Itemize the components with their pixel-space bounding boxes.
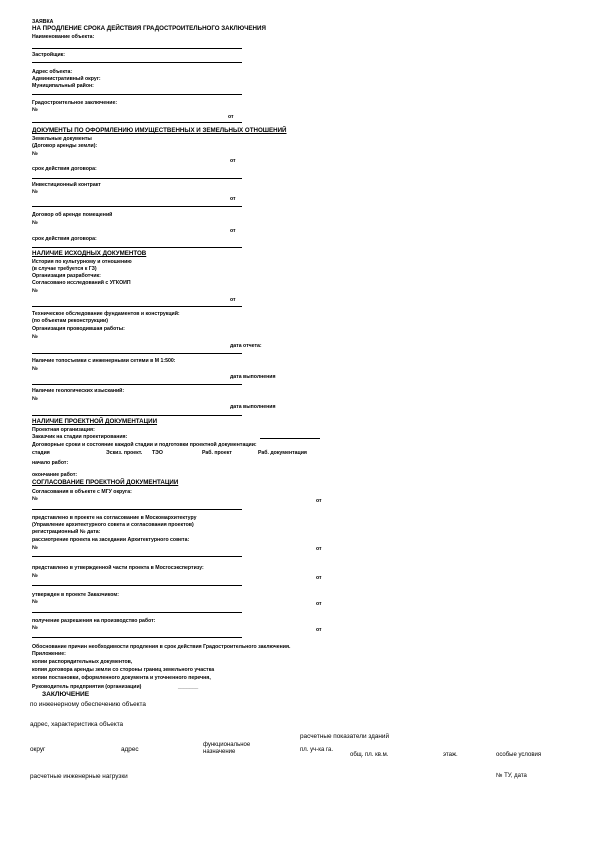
customer-approval-date-label: от bbox=[316, 601, 322, 607]
tech-line bbox=[32, 353, 242, 354]
signature-line: _______ bbox=[178, 684, 199, 690]
district-label: Административный округ: bbox=[32, 76, 101, 82]
start-label: начало работ: bbox=[32, 460, 69, 466]
submitted-label: представлено в проекте на согласование в Москомархитектуру bbox=[32, 515, 197, 521]
signature-label: Руководитель предприятия (организации) bbox=[32, 684, 142, 690]
permit-number-label: № bbox=[32, 625, 38, 631]
premises-number-label: № bbox=[32, 220, 38, 226]
sketch-col: Эскиз. проект. bbox=[106, 450, 143, 456]
tzo-col: ТЭО bbox=[152, 450, 163, 456]
developer-label: Застройщик: bbox=[32, 52, 65, 58]
conclusion-number-label: № bbox=[32, 107, 38, 113]
lease-date-label: от bbox=[230, 158, 236, 164]
stage-col: стадия bbox=[32, 450, 50, 456]
col-plot: пл. уч-ка га. bbox=[300, 747, 334, 753]
reg-label: регистрационный № дата: bbox=[32, 529, 101, 535]
tu-label: № ТУ, дата bbox=[496, 773, 527, 779]
geodetic-label: Наличие топосъемки с инженерными сетями в М 1:500: bbox=[32, 358, 176, 364]
reviewed-number-label: № bbox=[32, 545, 38, 551]
geodetic-number-label: № bbox=[32, 366, 38, 372]
agreed-label: Согласовано исследований с УГКОИП bbox=[32, 280, 131, 286]
contract-label: Договорные сроки и состояние каждой стадии и подготовки проектной документации: bbox=[32, 442, 257, 448]
investment-number-label: № bbox=[32, 189, 38, 195]
engineering-heading: ЗАКЛЮЧЕНИЕ bbox=[42, 691, 90, 698]
lease-label: (Договор аренды земли): bbox=[32, 143, 98, 149]
geology-date-label: дата выполнения bbox=[230, 404, 276, 410]
premises-line bbox=[32, 247, 242, 248]
attachment-item-1: копии распорядительных документов, bbox=[32, 659, 133, 665]
investment-line bbox=[32, 206, 242, 207]
investment-date-label: от bbox=[230, 196, 236, 202]
approved-part-label: представлено в утвержденной части проекта в Мосгосэкспертизу: bbox=[32, 565, 204, 571]
mgu-number-label: № bbox=[32, 496, 38, 502]
address-label: Адрес объекта: bbox=[32, 69, 73, 75]
designer-label: Проектная организация: bbox=[32, 427, 95, 433]
submitted-note: (Управление архитектурного совета и согласования проектов) bbox=[32, 522, 194, 528]
reviewed-label: рассмотрение проекта на заседании Архитектурного совета: bbox=[32, 537, 190, 543]
customer-label: Заказчик на стадии проектирования: bbox=[32, 434, 128, 440]
attachment-item-3: копии постановки, оформленного документа и уточненного перечня, bbox=[32, 675, 211, 681]
address-char-label: адрес, характеристика объекта bbox=[30, 721, 124, 728]
approved-part-number-label: № bbox=[32, 573, 38, 579]
tech-survey-note: (по объектам реконструкции) bbox=[32, 318, 108, 324]
conclusion-line bbox=[32, 122, 242, 123]
tech-org-label: Организация проводившая работы: bbox=[32, 326, 125, 332]
customer-approval-line bbox=[32, 612, 242, 613]
permit-label: получение разрешения на производство работ: bbox=[32, 618, 156, 624]
permit-line bbox=[32, 637, 242, 638]
reviewed-line bbox=[32, 556, 242, 557]
municipal-label: Муниципальный район: bbox=[32, 83, 94, 89]
col-function: функциональное назначение bbox=[203, 742, 251, 755]
mgu-line bbox=[32, 509, 242, 510]
agreed-number-label: № bbox=[32, 288, 38, 294]
land-docs-label: Земельные документы bbox=[32, 136, 92, 142]
project-docs-heading: НАЛИЧИЕ ПРОЕКТНОЙ ДОКУМЕНТАЦИИ bbox=[32, 418, 158, 425]
conclusion-date-label: от bbox=[228, 114, 234, 120]
object-name-label: Наименование объекта: bbox=[32, 34, 95, 40]
customer-line bbox=[260, 438, 320, 439]
engineering-subheading: по инженерному обеспечению объекта bbox=[30, 701, 146, 708]
approval-heading: СОГЛАСОВАНИЕ ПРОЕКТНОЙ ДОКУМЕНТАЦИИ bbox=[32, 479, 179, 486]
end-label: окончание работ: bbox=[32, 472, 78, 478]
premises-date-label: от bbox=[230, 228, 236, 234]
col-special: особые условия bbox=[496, 752, 542, 758]
source-docs-heading: НАЛИЧИЕ ИСХОДНЫХ ДОКУМЕНТОВ bbox=[32, 250, 147, 257]
workproj-col: Раб. проект bbox=[202, 450, 232, 456]
document-title: ЗАЯВКА bbox=[32, 19, 54, 25]
lease-line bbox=[32, 178, 242, 179]
loads-label: расчетные инженерные нагрузки bbox=[30, 773, 128, 780]
col-address: адрес bbox=[121, 746, 139, 753]
tech-survey-label: Техническое обследование фундаментов и конструкций: bbox=[32, 311, 180, 317]
conclusion-label: Градостроительное заключение: bbox=[32, 100, 118, 106]
geology-number-label: № bbox=[32, 396, 38, 402]
col-floors: этаж. bbox=[443, 752, 458, 758]
workdoc-col: Раб. документация bbox=[258, 450, 307, 456]
tech-report-label: дата отчета: bbox=[230, 343, 262, 349]
history-label: История по культурному и отношению bbox=[32, 259, 132, 265]
address-line bbox=[32, 94, 242, 95]
tech-number-label: № bbox=[32, 334, 38, 340]
developer-line bbox=[32, 62, 242, 63]
attachment-item-2: копия договора аренды земли со стороны границ земельного участка bbox=[32, 667, 215, 673]
premises-term-label: срок действия договора: bbox=[32, 236, 97, 242]
history-note: (в случае требуется к ГЗ) bbox=[32, 266, 97, 272]
col-total: общ. пл. кв.м. bbox=[350, 752, 389, 758]
org-dev-label: Организация разработчик: bbox=[32, 273, 101, 279]
geodetic-line bbox=[32, 384, 242, 385]
geodetic-date-label: дата выполнения bbox=[230, 374, 276, 380]
permit-date-label: от bbox=[316, 627, 322, 633]
approved-part-line bbox=[32, 585, 242, 586]
document-subtitle: НА ПРОДЛЕНИЕ СРОКА ДЕЙСТВИЯ ГРАДОСТРОИТЕЛЬНОГО ЗАКЛЮЧЕНИЯ bbox=[32, 25, 266, 32]
calc-indicators-label: расчетные показатели зданий bbox=[300, 733, 390, 740]
attachment-label: Приложение: bbox=[32, 651, 66, 657]
mgu-date-label: от bbox=[316, 498, 322, 504]
agreed-line bbox=[32, 306, 242, 307]
agreed-date-label: от bbox=[230, 297, 236, 303]
premises-lease-label: Договор об аренде помещений bbox=[32, 212, 113, 218]
lease-number-label: № bbox=[32, 151, 38, 157]
approved-part-date-label: от bbox=[316, 575, 322, 581]
customer-approval-label: утвержден в проекте Заказчиком: bbox=[32, 592, 119, 598]
land-docs-heading: ДОКУМЕНТЫ ПО ОФОРМЛЕНИЮ ИМУЩЕСТВЕННЫХ И ЗЕМЕЛЬНЫХ ОТНОШЕНИЙ bbox=[32, 127, 287, 134]
justification-title: Обоснование причин необходимости продления в срок действия Градостроительного заключения. bbox=[32, 644, 291, 650]
mgu-label: Согласования в объекте с МГУ округа: bbox=[32, 489, 132, 495]
geology-line bbox=[32, 415, 242, 416]
lease-term-label: срок действия договора: bbox=[32, 166, 97, 172]
object-name-line bbox=[32, 48, 242, 49]
reviewed-date-label: от bbox=[316, 546, 322, 552]
geology-label: Наличие геологических изысканий: bbox=[32, 388, 125, 394]
col-district: округ bbox=[30, 746, 46, 753]
investment-label: Инвестиционный контракт bbox=[32, 182, 101, 188]
customer-approval-number-label: № bbox=[32, 599, 38, 605]
